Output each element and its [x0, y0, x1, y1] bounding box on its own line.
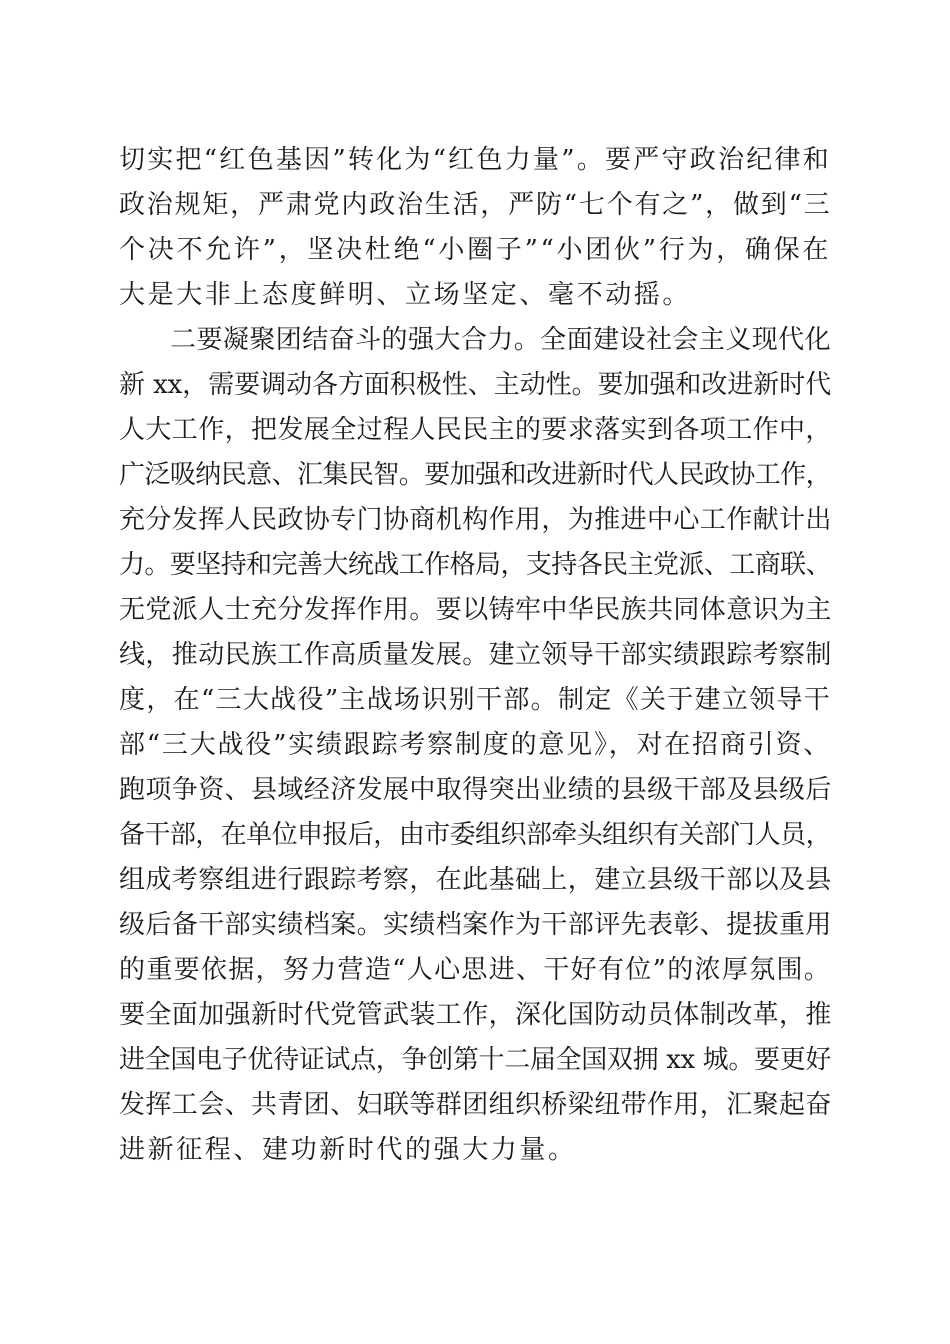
paragraph-line: 个决不允许”，坚决杜绝“小圈子”“小团伙”行为，确保在	[119, 235, 831, 265]
paragraph-line: 组成考察组进行跟踪考察，在此基础上，建立县级干部以及县	[119, 865, 832, 895]
paragraph-line: 切实把“红色基因”转化为“红色力量”。要严守政治纪律和	[119, 145, 831, 175]
paragraph-line: 跑项争资、县域经济发展中取得突出业绩的县级干部及县级后	[119, 775, 832, 805]
paragraph-line: 政治规矩，严肃党内政治生活，严防“七个有之”，做到“三	[119, 190, 832, 220]
paragraph-line: 力。要坚持和完善大统战工作格局，支持各民主党派、工商联、	[119, 550, 831, 580]
paragraph-line: 备干部，在单位申报后，由市委组织部牵头组织有关部门人员，	[119, 820, 831, 850]
paragraph-line: 二要凝聚团结奋斗的强大合力。全面建设社会主义现代化	[170, 325, 831, 355]
paragraph-line: 无党派人士充分发挥作用。要以铸牢中华民族共同体意识为主	[119, 595, 832, 625]
paragraph-line: 充分发挥人民政协专门协商机构作用，为推进中心工作献计出	[119, 505, 832, 535]
paragraph-line: 进全国电子优待证试点，争创第十二届全国双拥 xx 城。要更好	[119, 1045, 831, 1075]
paragraph-line: 新 xx，需要调动各方面积极性、主动性。要加强和改进新时代	[119, 370, 831, 400]
paragraph-line: 度，在“三大战役”主战场识别干部。制定《关于建立领导干	[119, 685, 831, 715]
paragraph-line: 进新征程、建功新时代的强大力量。	[119, 1135, 577, 1165]
paragraph-line: 的重要依据，努力营造“人心思进、干好有位”的浓厚氛围。	[119, 955, 831, 985]
paragraph-line: 级后备干部实绩档案。实绩档案作为干部评先表彰、提拔重用	[119, 910, 832, 940]
paragraph-line: 线，推动民族工作高质量发展。建立领导干部实绩跟踪考察制	[119, 640, 832, 670]
paragraph-line: 部“三大战役”实绩跟踪考察制度的意见》，对在招商引资、	[119, 730, 832, 760]
paragraph-line: 广泛吸纳民意、汇集民智。要加强和改进新时代人民政协工作，	[119, 460, 831, 490]
paragraph-line: 人大工作，把发展全过程人民民主的要求落实到各项工作中，	[119, 415, 832, 445]
paragraph-line: 发挥工会、共青团、妇联等群团组织桥梁纽带作用，汇聚起奋	[119, 1090, 832, 1120]
paragraph-line: 要全面加强新时代党管武装工作，深化国防动员体制改革，推	[119, 1000, 832, 1030]
paragraph-line: 大是大非上态度鲜明、立场坚定、毫不动摇。	[119, 280, 692, 310]
